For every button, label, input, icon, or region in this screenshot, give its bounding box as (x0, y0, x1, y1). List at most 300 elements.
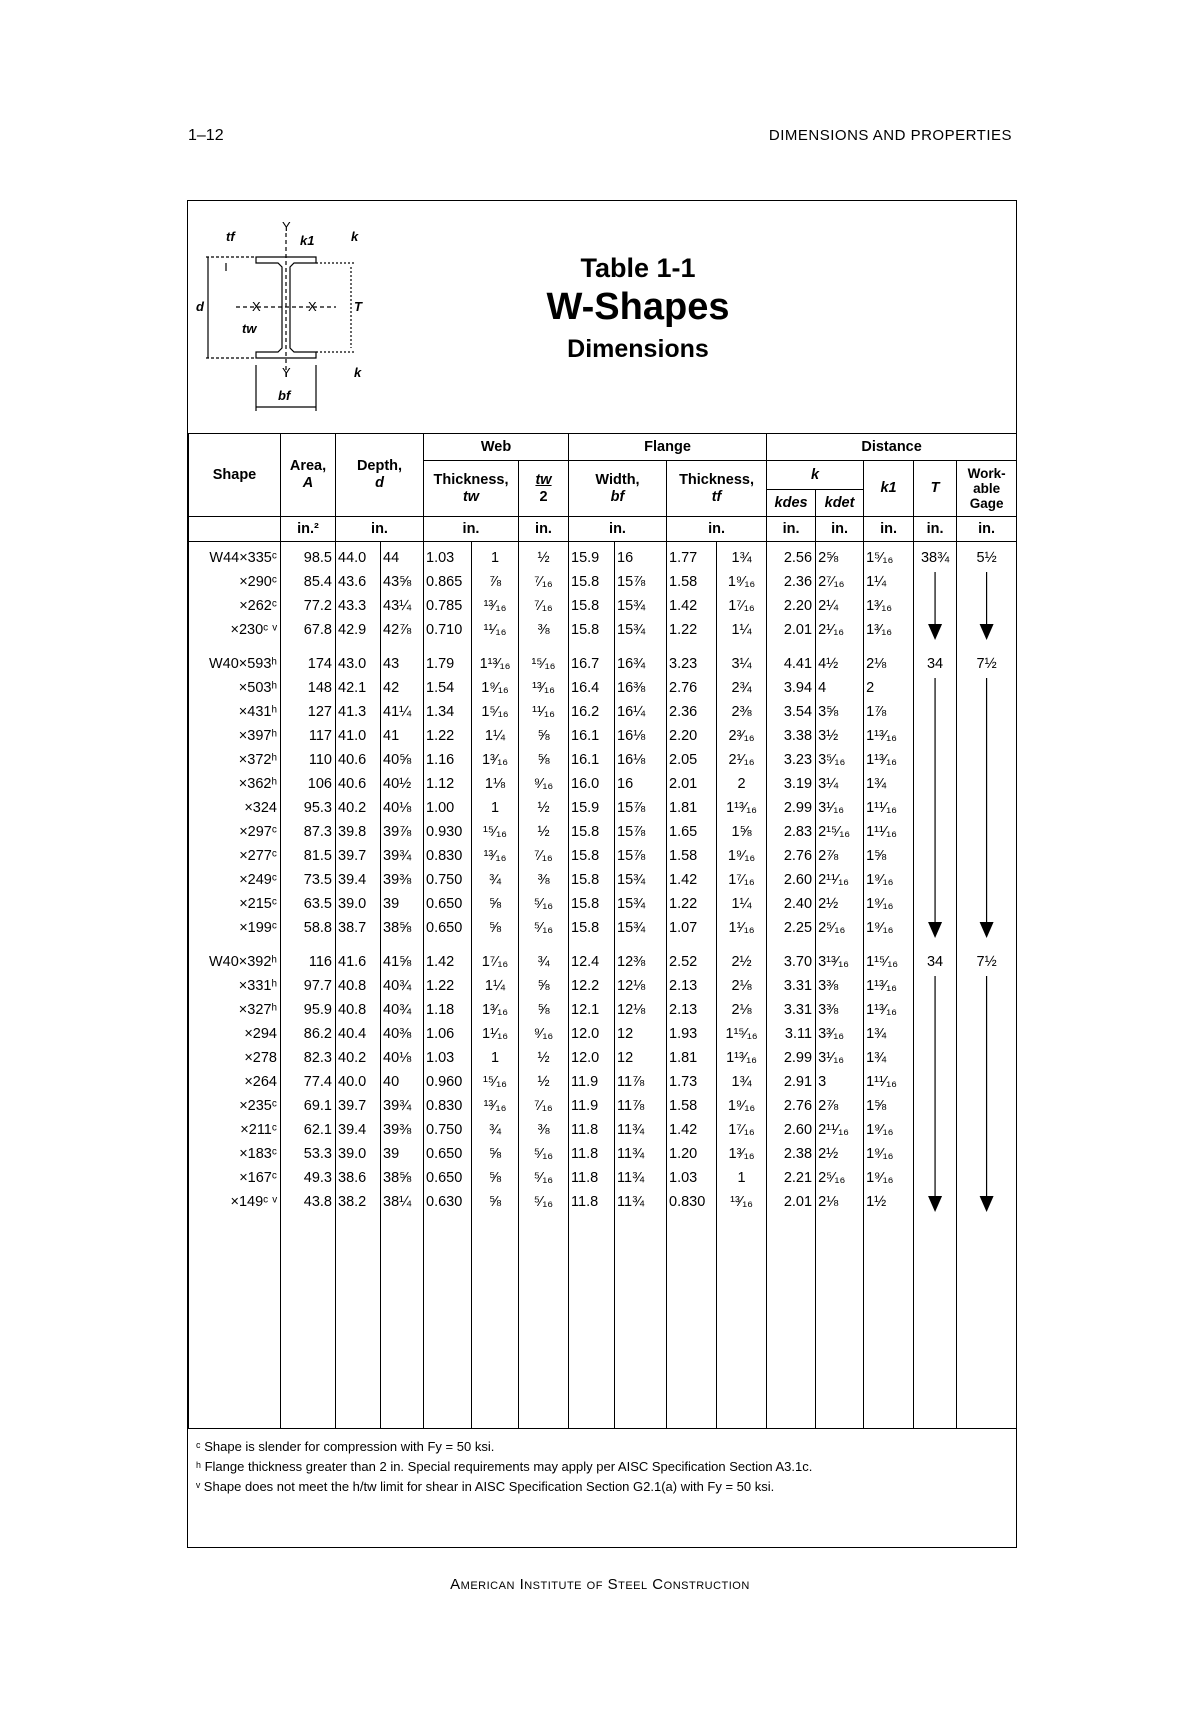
cell-depth-dec: 42.1 (336, 676, 381, 700)
cell-tf-frac: ¹³⁄₁₆ (717, 1190, 767, 1214)
spacer-cell (336, 642, 381, 652)
cell-gage (957, 1070, 1017, 1094)
table-row (189, 820, 1017, 844)
cell-shape: ×211ᶜ (189, 1118, 281, 1142)
cell-half-tw: ⅝ (519, 748, 569, 772)
cell-t (914, 1070, 957, 1094)
cell-t (914, 570, 957, 594)
cell-tw-frac: 1⁷⁄₁₆ (472, 950, 519, 974)
spacer-cell (381, 940, 424, 950)
spacer-cell (189, 940, 281, 950)
cell-kdes: 2.38 (767, 1142, 816, 1166)
cell-shape: ×215ᶜ (189, 892, 281, 916)
cell-kdet: 2⅝ (816, 542, 864, 571)
cell-bf-frac: 15⅞ (615, 844, 667, 868)
cell-kdes: 2.56 (767, 542, 816, 571)
cell-tf-dec: 1.42 (667, 1118, 717, 1142)
unit-t: in. (914, 517, 957, 542)
table-body (189, 542, 1017, 1429)
cell-tf-frac: 2³⁄₁₆ (717, 724, 767, 748)
cell-k1: 1¹¹⁄₁₆ (864, 1070, 914, 1094)
cell-tw-dec: 1.34 (424, 700, 472, 724)
footnotes (188, 1428, 1016, 1547)
cell-tw-frac: ¹³⁄₁₆ (472, 1094, 519, 1118)
cell-gage (957, 1046, 1017, 1070)
spacer-cell (816, 1214, 864, 1428)
cell-area: 116 (281, 950, 336, 974)
cell-tw-dec: 1.54 (424, 676, 472, 700)
table-row (189, 652, 1017, 676)
cell-k1: 1⁹⁄₁₆ (864, 868, 914, 892)
cell-depth-frac: 40⅛ (381, 1046, 424, 1070)
cell-gage (957, 772, 1017, 796)
cell-depth-dec: 40.8 (336, 998, 381, 1022)
cell-tw-dec: 1.42 (424, 950, 472, 974)
table-row (189, 892, 1017, 916)
diagram-label-k-top: k (351, 229, 359, 244)
cell-gage (957, 618, 1017, 642)
cell-k1: 1¾ (864, 1046, 914, 1070)
spacer-cell (717, 940, 767, 950)
table-row (189, 1094, 1017, 1118)
cell-area: 98.5 (281, 542, 336, 571)
cell-area: 110 (281, 748, 336, 772)
cell-depth-frac: 40⅝ (381, 748, 424, 772)
cell-depth-dec: 40.2 (336, 1046, 381, 1070)
cell-kdet: 3¹³⁄₁₆ (816, 950, 864, 974)
cell-bf-frac: 16¾ (615, 652, 667, 676)
unit-flange-width: in. (569, 517, 667, 542)
cell-tw-frac: ¹⁵⁄₁₆ (472, 1070, 519, 1094)
cell-tf-frac: 2½ (717, 950, 767, 974)
cell-k1: 1³⁄₁₆ (864, 618, 914, 642)
cell-depth-dec: 39.7 (336, 844, 381, 868)
cell-half-tw: ½ (519, 542, 569, 571)
cell-depth-frac: 40 (381, 1070, 424, 1094)
spacer-cell (957, 642, 1017, 652)
cell-kdes: 2.40 (767, 892, 816, 916)
cell-kdet: 2¹¹⁄₁₆ (816, 1118, 864, 1142)
cell-tw-dec: 0.650 (424, 916, 472, 940)
cell-bf-frac: 15⅞ (615, 570, 667, 594)
cell-bf-dec: 15.8 (569, 892, 615, 916)
cell-t: 34 (914, 950, 957, 974)
spacer-cell (914, 1214, 957, 1428)
cell-k1: 1¼ (864, 570, 914, 594)
cell-tw-dec: 1.18 (424, 998, 472, 1022)
cell-area: 77.4 (281, 1070, 336, 1094)
header-depth: Depth, d (336, 434, 424, 517)
cell-t (914, 1022, 957, 1046)
cell-bf-frac: 15¾ (615, 594, 667, 618)
cell-gage (957, 1166, 1017, 1190)
cell-tw-dec: 0.865 (424, 570, 472, 594)
cell-area: 95.9 (281, 998, 336, 1022)
header-k1: k1 (864, 461, 914, 517)
cell-tw-dec: 0.650 (424, 892, 472, 916)
cell-kdes: 3.94 (767, 676, 816, 700)
spacer-cell (957, 1214, 1017, 1428)
table-title: W-Shapes (546, 286, 730, 328)
cell-gage (957, 1118, 1017, 1142)
cell-kdet: 2¹⁄₁₆ (816, 618, 864, 642)
cell-depth-frac: 40⅛ (381, 796, 424, 820)
cell-depth-dec: 44.0 (336, 542, 381, 571)
cell-bf-frac: 11¾ (615, 1118, 667, 1142)
cell-tw-frac: ⅝ (472, 1190, 519, 1214)
cell-t (914, 1046, 957, 1070)
cell-bf-dec: 11.8 (569, 1142, 615, 1166)
cell-bf-dec: 15.9 (569, 796, 615, 820)
spacer-cell (189, 642, 281, 652)
cell-tf-frac: 2⅛ (717, 974, 767, 998)
cell-half-tw: ½ (519, 1046, 569, 1070)
cell-area: 81.5 (281, 844, 336, 868)
cell-k1: 1⅝ (864, 1094, 914, 1118)
cell-tf-dec: 2.52 (667, 950, 717, 974)
spacer-cell (381, 642, 424, 652)
cell-area: 87.3 (281, 820, 336, 844)
group-separator (189, 940, 1017, 950)
diagram-label-y-bottom: Y (282, 365, 291, 380)
diagram-label-x-left: X (252, 299, 261, 314)
cell-kdes: 2.36 (767, 570, 816, 594)
cell-tw-frac: 1³⁄₁₆ (472, 748, 519, 772)
cell-tw-dec: 0.930 (424, 820, 472, 844)
cell-k1: 1⅞ (864, 700, 914, 724)
cell-tw-frac: ⅝ (472, 892, 519, 916)
cell-shape: ×324 (189, 796, 281, 820)
table-row (189, 998, 1017, 1022)
cell-half-tw: ⁷⁄₁₆ (519, 844, 569, 868)
cell-area: 73.5 (281, 868, 336, 892)
cell-depth-dec: 39.7 (336, 1094, 381, 1118)
unit-web-thickness: in. (424, 517, 519, 542)
cell-kdes: 2.91 (767, 1070, 816, 1094)
header-distance: Distance (767, 434, 1017, 461)
cell-depth-frac: 39¾ (381, 844, 424, 868)
cell-area: 53.3 (281, 1142, 336, 1166)
cell-bf-dec: 16.7 (569, 652, 615, 676)
cell-bf-dec: 16.1 (569, 748, 615, 772)
diagram-label-t: T (354, 299, 362, 314)
footnote-h: ʰ Flange thickness greater than 2 in. Special requirements may apply per AISC Specification Section A3.1c. (196, 1459, 813, 1474)
cell-depth-frac: 38¼ (381, 1190, 424, 1214)
cell-t (914, 676, 957, 700)
cell-kdet: 3⅜ (816, 998, 864, 1022)
cell-tw-dec: 0.650 (424, 1142, 472, 1166)
table-row (189, 974, 1017, 998)
cell-area: 63.5 (281, 892, 336, 916)
cell-gage (957, 820, 1017, 844)
cell-tf-dec: 1.58 (667, 844, 717, 868)
cell-t (914, 618, 957, 642)
cell-k1: 1¹⁵⁄₁₆ (864, 950, 914, 974)
header-web-thickness: Thickness, tw (424, 461, 519, 517)
cell-area: 85.4 (281, 570, 336, 594)
cell-bf-frac: 15¾ (615, 618, 667, 642)
cell-tw-frac: ⅝ (472, 1142, 519, 1166)
cell-k1: 1⁹⁄₁₆ (864, 916, 914, 940)
cell-kdet: 3¹⁄₁₆ (816, 1046, 864, 1070)
cell-tw-frac: ¾ (472, 1118, 519, 1142)
table-row (189, 1022, 1017, 1046)
spacer-cell (472, 642, 519, 652)
table-frame (187, 200, 1017, 1548)
unit-k1: in. (864, 517, 914, 542)
cell-depth-dec: 38.2 (336, 1190, 381, 1214)
cell-gage (957, 724, 1017, 748)
table-row (189, 950, 1017, 974)
cell-bf-frac: 16⅜ (615, 676, 667, 700)
table-row (189, 700, 1017, 724)
cell-bf-dec: 15.8 (569, 916, 615, 940)
cell-depth-dec: 38.6 (336, 1166, 381, 1190)
cell-tw-dec: 1.03 (424, 1046, 472, 1070)
table-row (189, 676, 1017, 700)
cell-t (914, 820, 957, 844)
cell-half-tw: ½ (519, 1070, 569, 1094)
cell-tf-dec: 1.03 (667, 1166, 717, 1190)
spacer-cell (816, 642, 864, 652)
cell-depth-frac: 41⅝ (381, 950, 424, 974)
cell-kdet: 3 (816, 1070, 864, 1094)
cell-half-tw: ⁷⁄₁₆ (519, 570, 569, 594)
cell-k1: 1¹¹⁄₁₆ (864, 796, 914, 820)
cell-k1: 1½ (864, 1190, 914, 1214)
cell-depth-dec: 41.3 (336, 700, 381, 724)
cell-shape: ×503ʰ (189, 676, 281, 700)
cell-bf-frac: 11⅞ (615, 1094, 667, 1118)
cell-tw-dec: 1.00 (424, 796, 472, 820)
cell-bf-frac: 12 (615, 1046, 667, 1070)
cell-tf-dec: 2.05 (667, 748, 717, 772)
cell-kdet: 3⅜ (816, 974, 864, 998)
cell-shape: ×331ʰ (189, 974, 281, 998)
cell-tf-frac: 1 (717, 1166, 767, 1190)
cell-t: 38¾ (914, 542, 957, 571)
cell-depth-frac: 38⅝ (381, 1166, 424, 1190)
cell-tf-frac: 1¹⁵⁄₁₆ (717, 1022, 767, 1046)
cell-tf-frac: 1⁷⁄₁₆ (717, 868, 767, 892)
cell-k1: 1⁹⁄₁₆ (864, 1166, 914, 1190)
cell-depth-frac: 40¾ (381, 974, 424, 998)
cell-shape: ×235ᶜ (189, 1094, 281, 1118)
table-row (189, 570, 1017, 594)
cell-gage (957, 844, 1017, 868)
cell-shape: ×294 (189, 1022, 281, 1046)
cell-tf-dec: 1.58 (667, 570, 717, 594)
spacer-cell (336, 1214, 381, 1428)
cell-bf-dec: 16.0 (569, 772, 615, 796)
cell-bf-dec: 11.9 (569, 1070, 615, 1094)
cell-tf-frac: 1¼ (717, 892, 767, 916)
spacer-cell (767, 1214, 816, 1428)
cell-tf-frac: 1⁷⁄₁₆ (717, 594, 767, 618)
cell-bf-frac: 15⅞ (615, 796, 667, 820)
spacer-cell (914, 940, 957, 950)
cell-gage (957, 1190, 1017, 1214)
cell-area: 82.3 (281, 1046, 336, 1070)
section-title: DIMENSIONS AND PROPERTIES (768, 127, 1012, 144)
cell-gage (957, 916, 1017, 940)
cell-t (914, 844, 957, 868)
diagram-label-tw: tw (242, 321, 257, 336)
cell-area: 43.8 (281, 1190, 336, 1214)
cell-half-tw: ⁵⁄₁₆ (519, 1166, 569, 1190)
cell-kdes: 3.23 (767, 748, 816, 772)
cell-bf-dec: 15.9 (569, 542, 615, 571)
cell-gage (957, 868, 1017, 892)
table-row (189, 916, 1017, 940)
cell-tw-frac: 1¼ (472, 724, 519, 748)
cell-bf-frac: 16¼ (615, 700, 667, 724)
spacer-cell (472, 940, 519, 950)
header-kdes: kdes (767, 490, 816, 517)
cell-shape: ×327ʰ (189, 998, 281, 1022)
table-subtitle: Dimensions (567, 335, 709, 363)
cell-depth-frac: 43¼ (381, 594, 424, 618)
cell-shape: ×277ᶜ (189, 844, 281, 868)
cell-tw-frac: 1⁵⁄₁₆ (472, 700, 519, 724)
cell-depth-frac: 43 (381, 652, 424, 676)
cell-bf-frac: 11⅞ (615, 1070, 667, 1094)
cell-k1: 1⅝ (864, 844, 914, 868)
cell-gage (957, 748, 1017, 772)
cell-depth-dec: 39.4 (336, 1118, 381, 1142)
cell-tw-dec: 0.650 (424, 1166, 472, 1190)
cell-area: 58.8 (281, 916, 336, 940)
cell-kdet: 2⁵⁄₁₆ (816, 916, 864, 940)
cell-t (914, 1166, 957, 1190)
header-kdet: kdet (816, 490, 864, 517)
cell-tw-dec: 1.22 (424, 974, 472, 998)
unit-half-tw: in. (519, 517, 569, 542)
cell-half-tw: ⁵⁄₁₆ (519, 892, 569, 916)
cell-bf-frac: 15⅞ (615, 820, 667, 844)
cell-gage (957, 594, 1017, 618)
cell-tw-dec: 0.960 (424, 1070, 472, 1094)
cell-area: 148 (281, 676, 336, 700)
diagram-label-k1: k1 (300, 233, 315, 248)
table-row (189, 1190, 1017, 1214)
cell-depth-dec: 39.4 (336, 868, 381, 892)
cell-depth-frac: 41 (381, 724, 424, 748)
spacer-cell (189, 1214, 281, 1428)
header-shape: Shape (189, 434, 281, 517)
cell-shape: ×183ᶜ (189, 1142, 281, 1166)
header-shape-unit (189, 517, 281, 542)
cell-tw-dec: 1.16 (424, 748, 472, 772)
cell-kdes: 2.60 (767, 868, 816, 892)
spacer-cell (569, 642, 615, 652)
cell-kdes: 3.31 (767, 974, 816, 998)
cell-kdet: 2½ (816, 892, 864, 916)
spacer-cell (667, 940, 717, 950)
unit-depth: in. (336, 517, 424, 542)
cell-bf-frac: 12⅛ (615, 998, 667, 1022)
cell-tw-dec: 1.06 (424, 1022, 472, 1046)
diagram-label-x-right: X (308, 299, 317, 314)
cell-tw-frac: 1 (472, 1046, 519, 1070)
cell-tf-dec: 2.36 (667, 700, 717, 724)
cell-bf-dec: 12.4 (569, 950, 615, 974)
cell-t (914, 748, 957, 772)
cell-k1: 1¹¹⁄₁₆ (864, 820, 914, 844)
unit-flange-thickness: in. (667, 517, 767, 542)
spacer-cell (424, 1214, 472, 1428)
header-flange: Flange (569, 434, 767, 461)
cell-tw-frac: ¹⁵⁄₁₆ (472, 820, 519, 844)
cell-half-tw: ⁷⁄₁₆ (519, 1094, 569, 1118)
cell-tf-frac: 1¾ (717, 542, 767, 571)
cell-depth-dec: 43.3 (336, 594, 381, 618)
cell-tw-frac: 1¹⁄₁₆ (472, 1022, 519, 1046)
spacer-cell (281, 642, 336, 652)
spacer-cell (816, 940, 864, 950)
cell-bf-frac: 15¾ (615, 868, 667, 892)
cell-kdet: 2⁷⁄₁₆ (816, 570, 864, 594)
page-number: 1–12 (188, 127, 224, 144)
cell-tf-frac: 1⅝ (717, 820, 767, 844)
cell-tf-frac: 1¹³⁄₁₆ (717, 1046, 767, 1070)
cell-half-tw: ¹³⁄₁₆ (519, 676, 569, 700)
cell-depth-dec: 40.0 (336, 1070, 381, 1094)
cell-t (914, 998, 957, 1022)
spacer-cell (336, 940, 381, 950)
cell-shape: ×149ᶜ ᵛ (189, 1190, 281, 1214)
header-t: T (914, 461, 957, 517)
cell-tf-dec: 1.81 (667, 796, 717, 820)
cell-tf-frac: 1¾ (717, 1070, 767, 1094)
cell-t (914, 916, 957, 940)
cell-k1: 1¾ (864, 1022, 914, 1046)
cell-depth-dec: 43.0 (336, 652, 381, 676)
cell-shape: ×290ᶜ (189, 570, 281, 594)
cell-t (914, 1118, 957, 1142)
cell-half-tw: ¹¹⁄₁₆ (519, 700, 569, 724)
cell-half-tw: ⁵⁄₁₆ (519, 1190, 569, 1214)
cell-area: 174 (281, 652, 336, 676)
table-row (189, 724, 1017, 748)
cell-area: 127 (281, 700, 336, 724)
cell-tw-frac: 1 (472, 542, 519, 571)
cell-bf-dec: 11.9 (569, 1094, 615, 1118)
spacer-cell (957, 940, 1017, 950)
cell-t (914, 796, 957, 820)
cell-tw-dec: 0.630 (424, 1190, 472, 1214)
cell-tf-frac: 2¹⁄₁₆ (717, 748, 767, 772)
cell-bf-frac: 15¾ (615, 892, 667, 916)
spacer-cell (717, 1214, 767, 1428)
spacer-cell (281, 1214, 336, 1428)
cell-tf-frac: 2⅜ (717, 700, 767, 724)
cell-half-tw: ⅝ (519, 974, 569, 998)
cell-tf-frac: 2 (717, 772, 767, 796)
cell-tw-frac: ¹³⁄₁₆ (472, 844, 519, 868)
cell-kdes: 2.99 (767, 796, 816, 820)
cell-shape: ×262ᶜ (189, 594, 281, 618)
cell-half-tw: ⁹⁄₁₆ (519, 772, 569, 796)
table-row (189, 1166, 1017, 1190)
table-header-area (188, 201, 1016, 434)
cell-tf-frac: 1⁷⁄₁₆ (717, 1118, 767, 1142)
cell-shape: ×199ᶜ (189, 916, 281, 940)
cell-t (914, 1190, 957, 1214)
cell-kdet: 2¹⁵⁄₁₆ (816, 820, 864, 844)
footnote-v: ᵛ Shape does not meet the h/tw limit for shear in AISC Specification Section G2.1(a) with Fy = 50 ksi. (196, 1479, 775, 1494)
cell-depth-dec: 43.6 (336, 570, 381, 594)
